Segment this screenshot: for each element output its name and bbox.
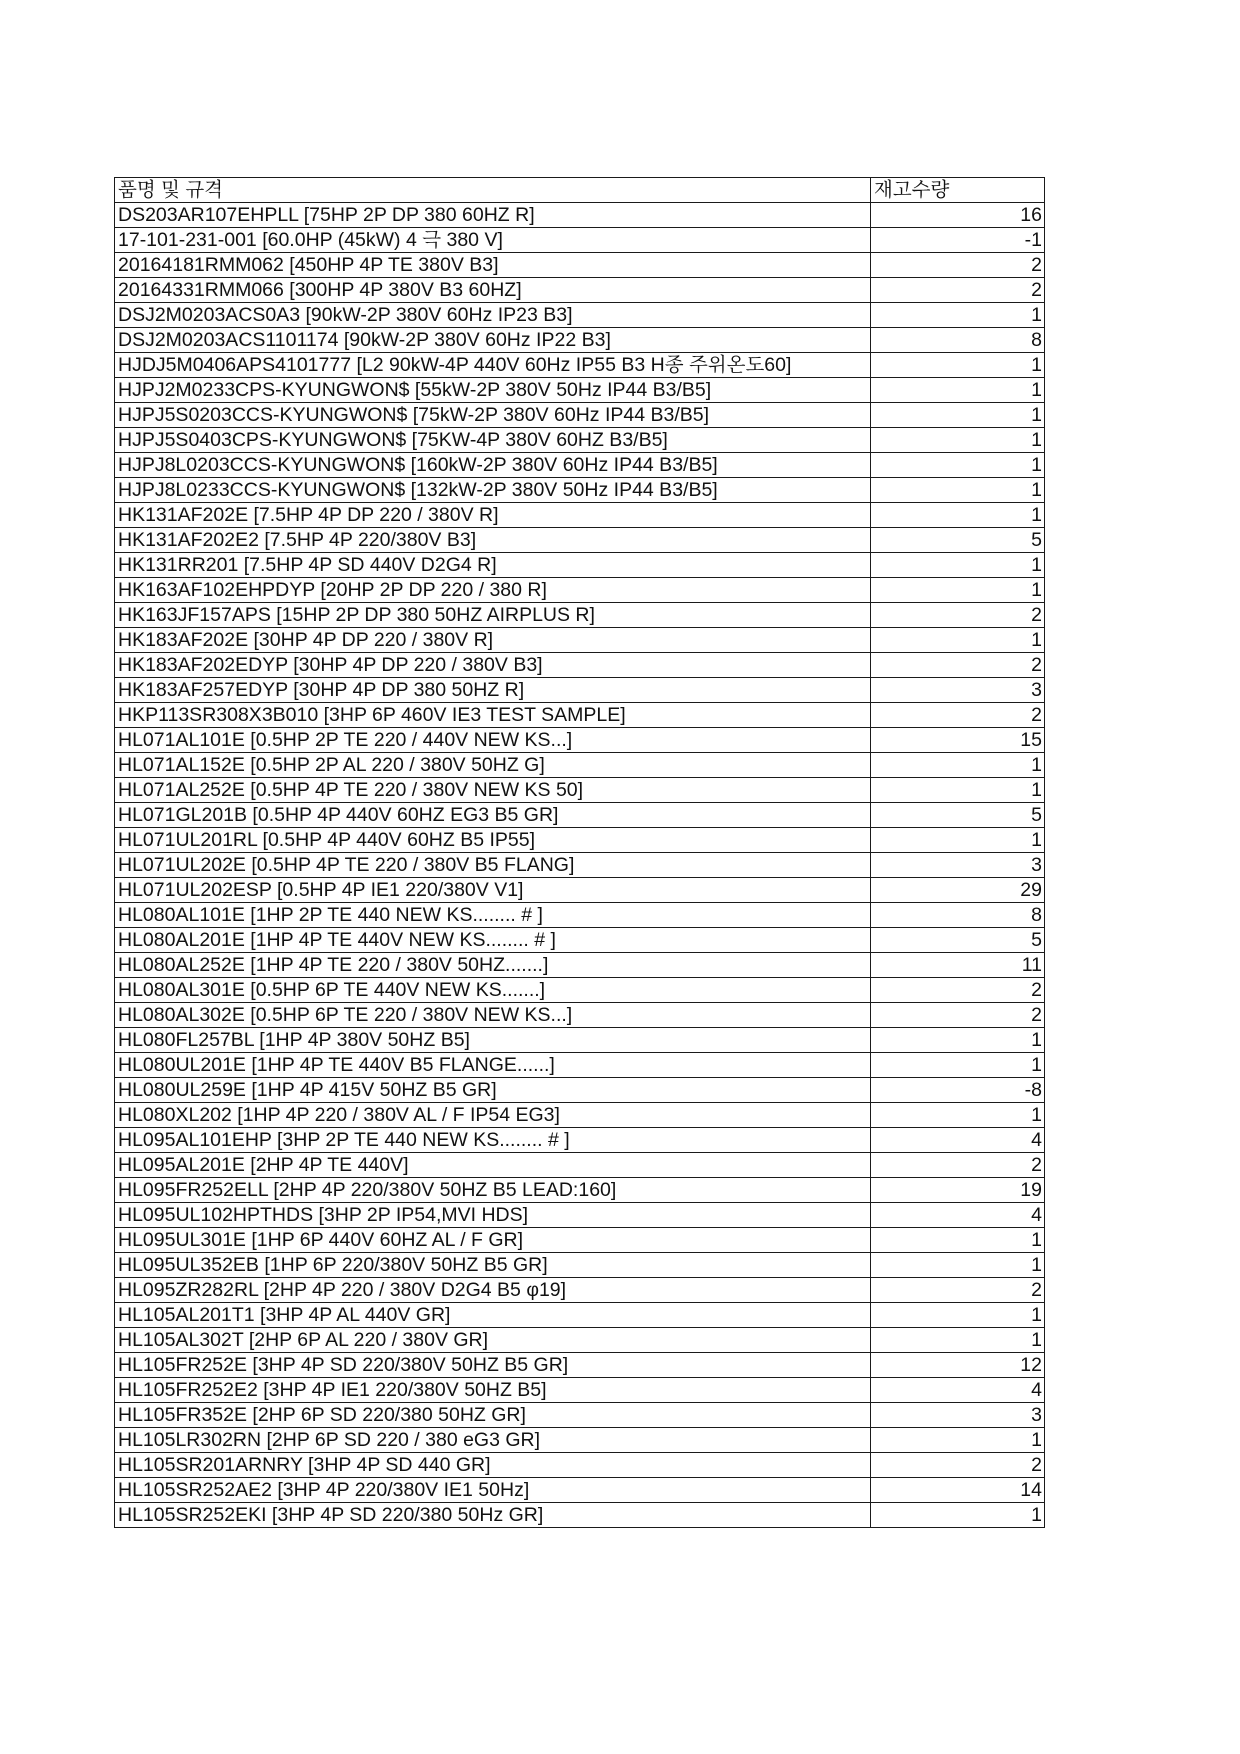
stock-quantity-cell: 1	[871, 1028, 1045, 1053]
table-row	[115, 1103, 1045, 1128]
stock-quantity-cell: 1	[871, 553, 1045, 578]
item-name-cell: DSJ2M0203ACS1101174 [90kW-2P 380V 60Hz IP22 B3]	[115, 328, 871, 353]
item-name-cell: HK183AF202E [30HP 4P DP 220 / 380V R]	[115, 628, 871, 653]
item-name-cell: HL095AL101EHP [3HP 2P TE 440 NEW KS........ # ]	[115, 1128, 871, 1153]
stock-quantity-cell: 5	[871, 928, 1045, 953]
table-row	[115, 403, 1045, 428]
stock-quantity-cell: 2	[871, 253, 1045, 278]
stock-quantity-cell: 1	[871, 1428, 1045, 1453]
stock-quantity-cell: 5	[871, 528, 1045, 553]
item-name-cell: HL071AL101E [0.5HP 2P TE 220 / 440V NEW KS...]	[115, 728, 871, 753]
stock-quantity-cell: 1	[871, 778, 1045, 803]
item-name-cell: HL071UL202E [0.5HP 4P TE 220 / 380V B5 FLANG]	[115, 853, 871, 878]
item-name-cell: HL105FR252E [3HP 4P SD 220/380V 50HZ B5 GR]	[115, 1353, 871, 1378]
stock-quantity-cell: 2	[871, 1003, 1045, 1028]
table-row	[115, 1153, 1045, 1178]
table-row	[115, 1503, 1045, 1528]
item-name-cell: HK131AF202E2 [7.5HP 4P 220/380V B3]	[115, 528, 871, 553]
table-row	[115, 1478, 1045, 1503]
table-row	[115, 453, 1045, 478]
item-name-cell: HK131AF202E [7.5HP 4P DP 220 / 380V R]	[115, 503, 871, 528]
stock-quantity-cell: 2	[871, 278, 1045, 303]
item-name-cell: HL080AL302E [0.5HP 6P TE 220 / 380V NEW KS...]	[115, 1003, 871, 1028]
item-name-cell: HK183AF257EDYP [30HP 4P DP 380 50HZ R]	[115, 678, 871, 703]
stock-quantity-cell: 3	[871, 853, 1045, 878]
stock-quantity-cell: 1	[871, 578, 1045, 603]
table-row	[115, 428, 1045, 453]
table-row	[115, 753, 1045, 778]
stock-quantity-cell: 1	[871, 403, 1045, 428]
item-name-cell: HL071GL201B [0.5HP 4P 440V 60HZ EG3 B5 GR]	[115, 803, 871, 828]
item-name-cell: HL105AL201T1 [3HP 4P AL 440V GR]	[115, 1303, 871, 1328]
item-name-cell: HL080FL257BL [1HP 4P 380V 50HZ B5]	[115, 1028, 871, 1053]
item-name-cell: HJDJ5M0406APS4101777 [L2 90kW-4P 440V 60Hz IP55 B3 H종 주위온도60]	[115, 353, 871, 378]
header-item-name-spec: 품명 및 규격	[115, 178, 871, 203]
item-name-cell: 20164331RMM066 [300HP 4P 380V B3 60HZ]	[115, 278, 871, 303]
item-name-cell: HL080UL201E [1HP 4P TE 440V B5 FLANGE......]	[115, 1053, 871, 1078]
table-row	[115, 1178, 1045, 1203]
stock-quantity-cell: 14	[871, 1478, 1045, 1503]
stock-quantity-cell: 16	[871, 203, 1045, 228]
stock-quantity-cell: 1	[871, 1228, 1045, 1253]
table-row	[115, 478, 1045, 503]
table-row	[115, 853, 1045, 878]
table-row	[115, 253, 1045, 278]
table-row	[115, 503, 1045, 528]
item-name-cell: HJPJ5S0403CPS-KYUNGWON$ [75KW-4P 380V 60HZ B3/B5]	[115, 428, 871, 453]
table-body	[115, 203, 1045, 1528]
table-row	[115, 1328, 1045, 1353]
table-row	[115, 728, 1045, 753]
item-name-cell: HL105SR252AE2 [3HP 4P 220/380V IE1 50Hz]	[115, 1478, 871, 1503]
item-name-cell: HL105SR201ARNRY [3HP 4P SD 440 GR]	[115, 1453, 871, 1478]
stock-quantity-cell: 4	[871, 1128, 1045, 1153]
table-row	[115, 1078, 1045, 1103]
table-row	[115, 903, 1045, 928]
stock-quantity-cell: 2	[871, 1278, 1045, 1303]
item-name-cell: HK163AF102EHPDYP [20HP 2P DP 220 / 380 R]	[115, 578, 871, 603]
item-name-cell: HK183AF202EDYP [30HP 4P DP 220 / 380V B3]	[115, 653, 871, 678]
item-name-cell: DS203AR107EHPLL [75HP 2P DP 380 60HZ R]	[115, 203, 871, 228]
stock-quantity-cell: 1	[871, 753, 1045, 778]
item-name-cell: DSJ2M0203ACS0A3 [90kW-2P 380V 60Hz IP23 B3]	[115, 303, 871, 328]
stock-quantity-cell: 15	[871, 728, 1045, 753]
table-row	[115, 678, 1045, 703]
stock-quantity-cell: 1	[871, 1103, 1045, 1128]
table-row	[115, 653, 1045, 678]
item-name-cell: HL080XL202 [1HP 4P 220 / 380V AL / F IP54 EG3]	[115, 1103, 871, 1128]
item-name-cell: HL095UL301E [1HP 6P 440V 60HZ AL / F GR]	[115, 1228, 871, 1253]
table-row	[115, 703, 1045, 728]
item-name-cell: HL095AL201E [2HP 4P TE 440V]	[115, 1153, 871, 1178]
item-name-cell: HJPJ5S0203CCS-KYUNGWON$ [75kW-2P 380V 60Hz IP44 B3/B5]	[115, 403, 871, 428]
header-row	[115, 178, 1045, 203]
stock-quantity-cell: 1	[871, 303, 1045, 328]
stock-quantity-cell: 2	[871, 603, 1045, 628]
item-name-cell: HL071UL201RL [0.5HP 4P 440V 60HZ B5 IP55]	[115, 828, 871, 853]
stock-quantity-cell: 2	[871, 653, 1045, 678]
stock-quantity-cell: 1	[871, 1253, 1045, 1278]
table-row	[115, 1353, 1045, 1378]
table-row	[115, 603, 1045, 628]
stock-quantity-cell: 3	[871, 678, 1045, 703]
table-row	[115, 1053, 1045, 1078]
stock-quantity-cell: 1	[871, 1053, 1045, 1078]
item-name-cell: HL080AL301E [0.5HP 6P TE 440V NEW KS.......]	[115, 978, 871, 1003]
stock-quantity-cell: 4	[871, 1203, 1045, 1228]
table-row	[115, 978, 1045, 1003]
item-name-cell: HJPJ2M0233CPS-KYUNGWON$ [55kW-2P 380V 50Hz IP44 B3/B5]	[115, 378, 871, 403]
item-name-cell: HL095ZR282RL [2HP 4P 220 / 380V D2G4 B5 φ19]	[115, 1278, 871, 1303]
table-row	[115, 1428, 1045, 1453]
table-row	[115, 628, 1045, 653]
table-row	[115, 1278, 1045, 1303]
table-row	[115, 278, 1045, 303]
table-row	[115, 528, 1045, 553]
table-row	[115, 828, 1045, 853]
item-name-cell: HL080UL259E [1HP 4P 415V 50HZ B5 GR]	[115, 1078, 871, 1103]
stock-quantity-cell: 1	[871, 1328, 1045, 1353]
table-row	[115, 1253, 1045, 1278]
stock-quantity-cell: 2	[871, 1453, 1045, 1478]
table-row	[115, 303, 1045, 328]
stock-quantity-cell: 1	[871, 478, 1045, 503]
table-row	[115, 1128, 1045, 1153]
item-name-cell: HL105FR352E [2HP 6P SD 220/380 50HZ GR]	[115, 1403, 871, 1428]
stock-quantity-cell: 2	[871, 703, 1045, 728]
stock-quantity-cell: -8	[871, 1078, 1045, 1103]
stock-quantity-cell: 11	[871, 953, 1045, 978]
stock-quantity-cell: 5	[871, 803, 1045, 828]
stock-quantity-cell: 1	[871, 628, 1045, 653]
table-row	[115, 803, 1045, 828]
item-name-cell: HL105SR252EKI [3HP 4P SD 220/380 50Hz GR]	[115, 1503, 871, 1528]
item-name-cell: HL071AL252E [0.5HP 4P TE 220 / 380V NEW KS 50]	[115, 778, 871, 803]
item-name-cell: HL080AL252E [1HP 4P TE 220 / 380V 50HZ.......]	[115, 953, 871, 978]
table-row	[115, 1453, 1045, 1478]
item-name-cell: HL071AL152E [0.5HP 2P AL 220 / 380V 50HZ G]	[115, 753, 871, 778]
item-name-cell: HL105LR302RN [2HP 6P SD 220 / 380 eG3 GR]	[115, 1428, 871, 1453]
item-name-cell: HL080AL101E [1HP 2P TE 440 NEW KS........ # ]	[115, 903, 871, 928]
table-row	[115, 1003, 1045, 1028]
header-stock-quantity: 재고수량	[871, 178, 1045, 203]
item-name-cell: 17-101-231-001 [60.0HP (45kW) 4 극 380 V]	[115, 228, 871, 253]
stock-quantity-cell: 19	[871, 1178, 1045, 1203]
stock-quantity-cell: 8	[871, 903, 1045, 928]
stock-quantity-cell: 12	[871, 1353, 1045, 1378]
item-name-cell: HK131RR201 [7.5HP 4P SD 440V D2G4 R]	[115, 553, 871, 578]
stock-quantity-cell: 3	[871, 1403, 1045, 1428]
item-name-cell: HL105AL302T [2HP 6P AL 220 / 380V GR]	[115, 1328, 871, 1353]
table-row	[115, 1028, 1045, 1053]
stock-quantity-cell: 4	[871, 1378, 1045, 1403]
table-row	[115, 1228, 1045, 1253]
table-row	[115, 1303, 1045, 1328]
table-row	[115, 1203, 1045, 1228]
item-name-cell: HK163JF157APS [15HP 2P DP 380 50HZ AIRPLUS R]	[115, 603, 871, 628]
table-row	[115, 353, 1045, 378]
table-row	[115, 1378, 1045, 1403]
table-row	[115, 953, 1045, 978]
stock-quantity-cell: 1	[871, 503, 1045, 528]
item-name-cell: HL095FR252ELL [2HP 4P 220/380V 50HZ B5 LEAD:160]	[115, 1178, 871, 1203]
stock-quantity-cell: 2	[871, 1153, 1045, 1178]
table-row	[115, 553, 1045, 578]
table-row	[115, 203, 1045, 228]
table-row	[115, 328, 1045, 353]
stock-quantity-cell: 1	[871, 428, 1045, 453]
stock-quantity-cell: 1	[871, 828, 1045, 853]
item-name-cell: HJPJ8L0203CCS-KYUNGWON$ [160kW-2P 380V 60Hz IP44 B3/B5]	[115, 453, 871, 478]
stock-quantity-cell: 1	[871, 1503, 1045, 1528]
item-name-cell: HL071UL202ESP [0.5HP 4P IE1 220/380V V1]	[115, 878, 871, 903]
table-row	[115, 578, 1045, 603]
item-name-cell: HL105FR252E2 [3HP 4P IE1 220/380V 50HZ B5]	[115, 1378, 871, 1403]
table-row	[115, 878, 1045, 903]
item-name-cell: 20164181RMM062 [450HP 4P TE 380V B3]	[115, 253, 871, 278]
stock-quantity-cell: 2	[871, 978, 1045, 1003]
stock-quantity-cell: 8	[871, 328, 1045, 353]
stock-quantity-cell: -1	[871, 228, 1045, 253]
stock-quantity-cell: 1	[871, 453, 1045, 478]
item-name-cell: HKP113SR308X3B010 [3HP 6P 460V IE3 TEST SAMPLE]	[115, 703, 871, 728]
item-name-cell: HJPJ8L0233CCS-KYUNGWON$ [132kW-2P 380V 50Hz IP44 B3/B5]	[115, 478, 871, 503]
item-name-cell: HL095UL352EB [1HP 6P 220/380V 50HZ B5 GR]	[115, 1253, 871, 1278]
table-row	[115, 928, 1045, 953]
stock-quantity-cell: 1	[871, 353, 1045, 378]
stock-quantity-cell: 1	[871, 378, 1045, 403]
inventory-table	[114, 177, 1045, 1528]
item-name-cell: HL095UL102HPTHDS [3HP 2P IP54,MVI HDS]	[115, 1203, 871, 1228]
table-row	[115, 228, 1045, 253]
stock-quantity-cell: 29	[871, 878, 1045, 903]
table-row	[115, 378, 1045, 403]
stock-quantity-cell: 1	[871, 1303, 1045, 1328]
item-name-cell: HL080AL201E [1HP 4P TE 440V NEW KS........ # ]	[115, 928, 871, 953]
table-row	[115, 778, 1045, 803]
table-row	[115, 1403, 1045, 1428]
